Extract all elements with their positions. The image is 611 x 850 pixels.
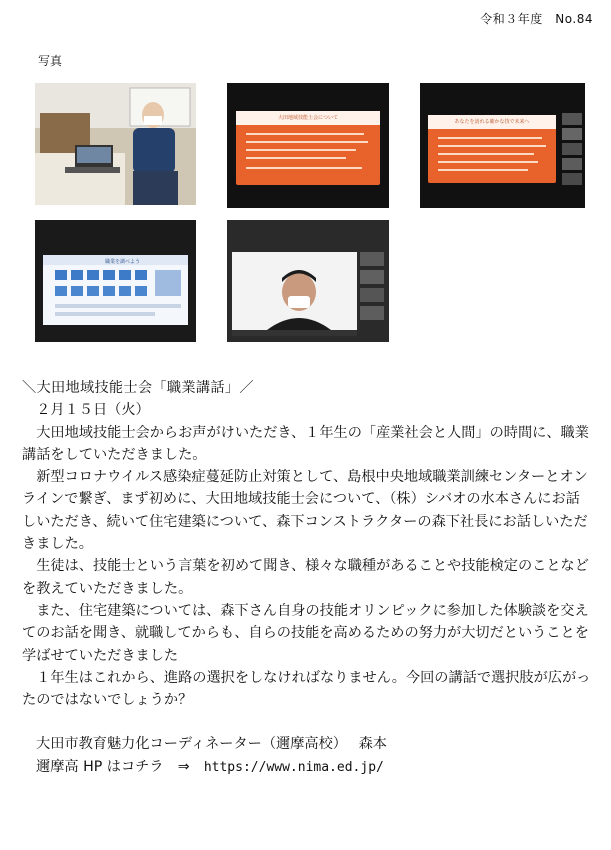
website-title: 職業を調べよう	[105, 259, 141, 265]
article-date: ２月１５日（火）	[36, 402, 150, 419]
article-paragraph: 新型コロナウイルス感染症蔓延防止対策として、島根中央地域職業訓練センターとオンラインで繋ぎ、まず初めに、大田地域技能士会について、（株）シバオの水本さんにお話しいただき、続いて住宅建築について、森下コンストラクターの森下社長にお話しいただきました。	[22, 469, 588, 553]
author-signature: 大田市教育魅力化コーディネーター（邇摩高校） 森本	[36, 736, 387, 753]
photo-caption: 写真	[38, 54, 63, 68]
website-screen-image	[35, 220, 196, 342]
article-paragraph: 大田地域技能士会からお声がけいただき、１年生の「産業社会と人間」の時間に、職業講話をしていただきました。	[22, 424, 589, 463]
photo-career-website	[35, 220, 196, 342]
article	[22, 377, 592, 779]
video-gallery-thumbnails	[420, 83, 585, 208]
projected-slide	[236, 111, 380, 185]
article-paragraph: 生徒は、技能士という言葉を初めて聞き、様々な職種があることや技能検定のことなどを教えていただきました。	[22, 558, 589, 597]
office-scene-image	[35, 83, 196, 205]
photo-slide-technicians-association	[227, 83, 389, 208]
homepage-label: 邇摩高 HP はコチラ ⇒	[36, 758, 204, 775]
article-title: ＼大田地域技能士会「職業講話」／	[22, 380, 254, 396]
article-paragraph: １年生はこれから、進路の選択をしなければなりません。今回の講話で選択肢が広がったのではないでしょうか？	[22, 669, 591, 709]
slide-title: あなたを訪れる確かな技で未来へ	[428, 115, 556, 129]
article-paragraph: また、住宅建築については、森下さん自身の技能オリンピックに参加した体験談を交えてのお話を聞き、就職してからも、自らの技能を高めるための努力が大切だということを学ばせていただきました	[22, 602, 589, 664]
homepage-link[interactable]: https://www.nima.ed.jp/	[203, 759, 384, 775]
video-call-image	[227, 220, 389, 342]
photo-video-call-speaker	[227, 220, 389, 342]
photo-man-at-laptop	[35, 83, 196, 205]
photo-slide-future-skills	[420, 83, 585, 208]
issue-number: 令和３年度 No.84	[480, 12, 593, 26]
homepage-line	[22, 756, 592, 779]
slide-title: 大田地域技能士会について	[236, 111, 380, 125]
